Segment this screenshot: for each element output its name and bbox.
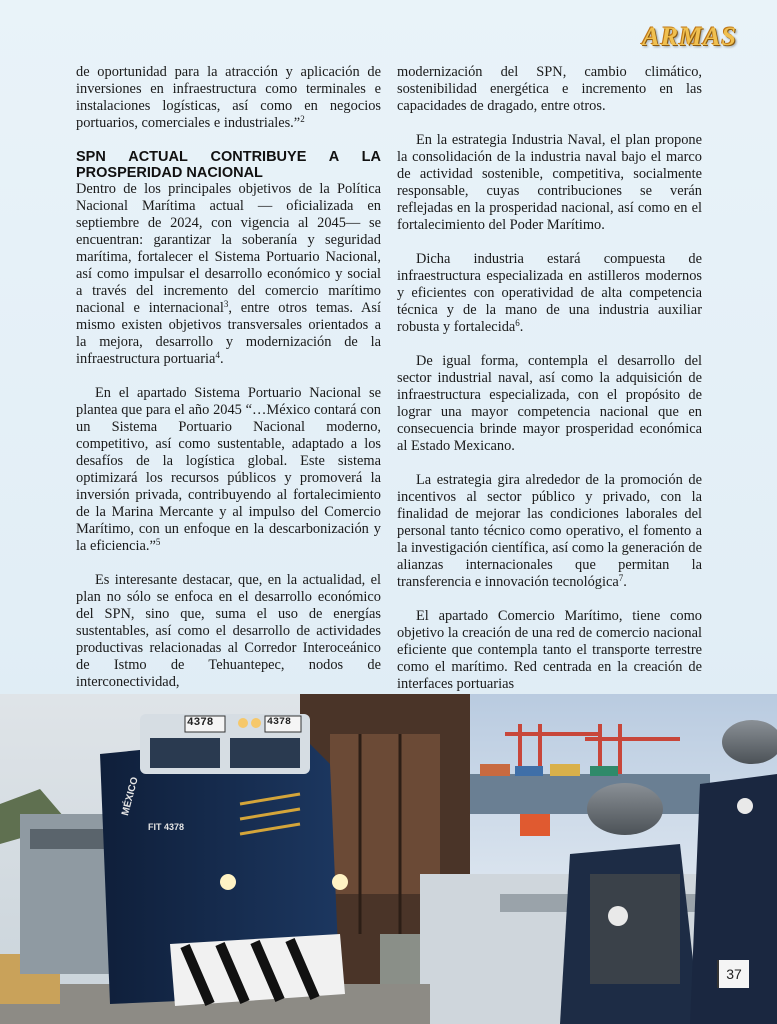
- paragraph: modernización del SPN, cambio climático, sostenibilidad energética e incremento en las capacidades de dragado, entre otros.: [397, 64, 702, 114]
- paragraph: De igual forma, contempla el desarrollo del sector industrial naval, así como la adquisición de infraestructura especializada, con el propósito de lograr una mayor competencia nacional que en consecuencia brinde mayor prosperidad económica al Estado Mexicano.: [397, 353, 702, 454]
- page-number: 37: [717, 960, 749, 988]
- paragraph: Dentro de los principales objetivos de la Política Nacional Marítima actual — oficializada en septiembre de 2024, con vigencia al 2045— se encuentran: garantizar la soberanía y seguridad marítima, fortalecer el Sistema Portuario Nacional, así como impulsar el desarrollo económico y social a través del incremento del comercio marítimo nacional e internacional$^3$, entre otros temas. Así mismo existen objetivos transversales orientados a la mejora, desarrollo y modernización de la infraestructura portuaria$^4$.: [76, 181, 381, 367]
- paragraph: La estrategia gira alrededor de la promoción de incentivos al sector público y privado, con la finalidad de mejorar las condiciones laborales del personal tanto técnico como operativo, el fomento a la investigación científica, así como la generación de alianzas internacionales que permitan la transferencia e innovación tecnológica$^7$.: [397, 472, 702, 590]
- magazine-name: ARMAS: [642, 22, 737, 51]
- paragraph: El apartado Comercio Marítimo, tiene como objetivo la creación de una red de comercio nacional eficiente que contempla tanto el transporte terrestre como el marítimo. Red centrada en la creación de interfaces portuarias: [397, 608, 702, 692]
- photo-collage: [0, 694, 777, 1024]
- footnote-ref: 7: [618, 573, 624, 583]
- locomotive-number: 4378: [187, 717, 214, 729]
- paragraph: Dicha industria estará compuesta de infraestructura especializada en astilleros modernos y eficientes con operatividad de alta competencia técnica y de la mano de una industria auxiliar robusta y fortalecida$^6$.: [397, 251, 702, 335]
- locomotive-side-text: MÉXICO: [120, 775, 141, 817]
- photo-collage-illustration: [0, 694, 777, 1024]
- locomotive-side-number: FIT 4378: [148, 822, 185, 832]
- paragraph: Es interesante destacar, que, en la actualidad, el plan no sólo se enfoca en el desarrollo económico del SPN, sino que, suma el uso de energías sustentables, así como el desarrollo de actividades productivas relacionadas al Corredor Interoceánico de Istmo de Tehuantepec, nodos de interconectividad,: [76, 572, 381, 690]
- footnote-ref: 3: [223, 299, 229, 309]
- left-column: [76, 64, 381, 708]
- locomotive-number-side: 4378: [267, 717, 292, 728]
- paragraph: En la estrategia Industria Naval, el plan propone la consolidación de la industria naval bajo el marco de actividad sostenible, competitiva, socialmente responsable, cuyas contribuciones se verán reflejadas en la prosperidad nacional, así como en el fortalecimiento del Poder Marítimo.: [397, 132, 702, 233]
- footnote-ref: 6: [515, 318, 520, 328]
- paragraph: de oportunidad para la atracción y aplicación de inversiones en infraestructura como terminales e instalaciones logísticas, así como en negocios portuarios, comerciales e industriales.”$^2$: [76, 64, 381, 131]
- right-column: [397, 64, 702, 710]
- section-heading: SPN ACTUAL CONTRIBUYE A LA PROSPERIDAD NACIONAL: [76, 149, 381, 181]
- paragraph: En el apartado Sistema Portuario Nacional se plantea que para el año 2045 “…México contará con un Sistema Portuario Nacional moderno, competitivo, así como sustentable, adaptado a los desafíos de la logística global. Este sistema optimizará los recursos públicos y promoverá la inversión privada, contribuyendo al fortalecimiento de la Marina Mercante y al impulso del Comercio Marítimo, con un enfoque en la descarbonización y la eficiencia.”$^5$: [76, 385, 381, 554]
- footnote-ref: 4: [215, 350, 220, 360]
- footnote-ref: 5: [155, 537, 161, 547]
- footnote-ref: 2: [300, 114, 305, 124]
